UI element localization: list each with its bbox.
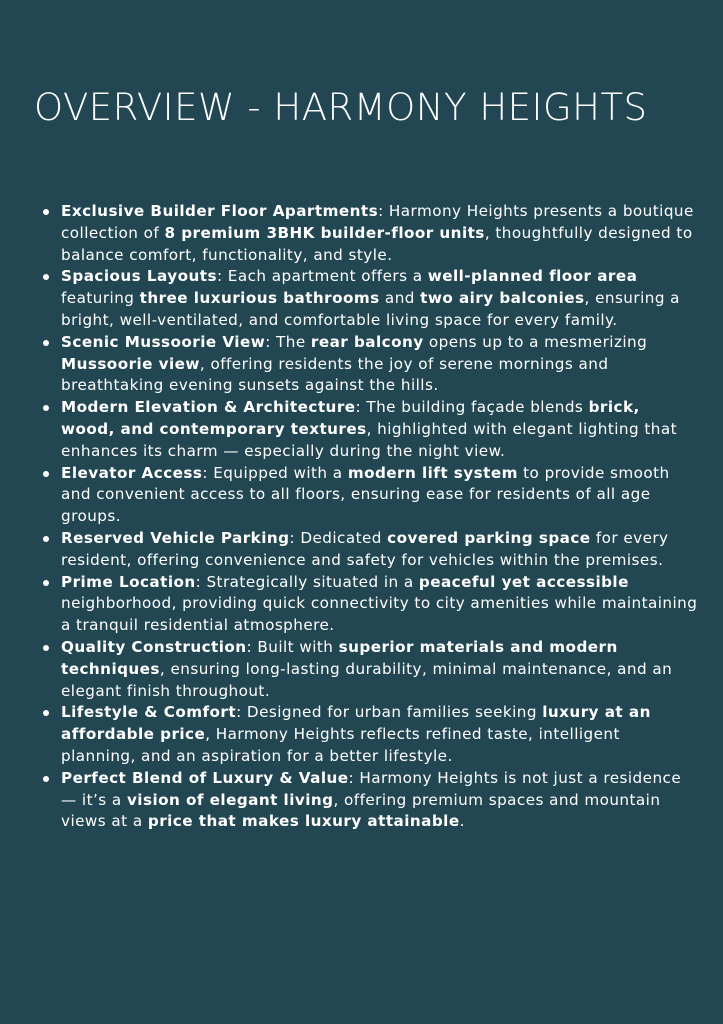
bullet-dot — [43, 274, 49, 280]
feature-text: : Strategically situated in a — [195, 572, 419, 591]
feature-highlight: Perfect Blend of Luxury & Value — [61, 768, 349, 787]
feature-item — [38, 572, 698, 637]
feature-text: : Harmony Heights presents a boutique collection of — [61, 202, 694, 242]
feature-text: featuring — [61, 289, 140, 308]
bullet-dot — [43, 536, 49, 542]
feature-highlight: Mussoorie view — [61, 354, 200, 373]
feature-highlight: Scenic Mussoorie View — [61, 332, 266, 351]
feature-highlight: covered parking space — [387, 528, 591, 547]
bullet-dot — [43, 776, 49, 782]
page-title: OVERVIEW - HARMONY HEIGHTS — [34, 86, 648, 129]
bullet-dot — [43, 580, 49, 586]
bullet-dot — [43, 209, 49, 215]
feature-highlight: well-planned floor area — [427, 267, 638, 286]
feature-text: and — [379, 289, 421, 308]
bullet-dot — [43, 405, 49, 411]
feature-highlight: Lifestyle & Comfort — [61, 703, 237, 722]
feature-text: : Equipped with a — [202, 463, 348, 482]
bullet-dot — [43, 340, 49, 346]
feature-item — [38, 397, 698, 462]
feature-item — [38, 528, 698, 572]
feature-highlight: superior materials and modern techniques — [61, 637, 618, 678]
feature-text: neighborhood, providing quick connectivity to city amenities while maintaining a tranquil residential atmosphere. — [61, 594, 698, 635]
feature-highlight: luxury at an affordable price — [61, 703, 651, 744]
feature-highlight: three luxurious bathrooms — [139, 289, 380, 308]
feature-text: to provide smooth and convenient access to all floors, ensuring ease for residents of all age groups. — [61, 463, 670, 526]
feature-item — [38, 332, 698, 397]
feature-item — [38, 637, 698, 702]
feature-item — [38, 201, 698, 266]
feature-item — [38, 768, 698, 833]
feature-text: , highlighted with elegant lighting that enhances its charm — especially during the night view. — [61, 419, 677, 460]
feature-highlight: Prime Location — [61, 572, 196, 591]
feature-text: opens up to a mesmerizing — [423, 332, 648, 351]
feature-highlight: Modern Elevation & Architecture — [61, 398, 356, 417]
bullet-dot — [43, 471, 49, 477]
feature-text: , offering premium spaces and mountain views at a — [61, 790, 661, 831]
feature-text: , ensuring long-lasting durability, minimal maintenance, and an elegant finish throughout. — [61, 659, 673, 700]
feature-highlight: 8 premium 3BHK builder-floor units — [164, 223, 485, 242]
feature-text: : Dedicated — [289, 528, 388, 547]
feature-text: : The building façade blends — [355, 398, 589, 417]
feature-text: : Designed for urban families seeking — [236, 703, 543, 722]
feature-text: : The — [265, 332, 311, 351]
feature-highlight: rear balcony — [310, 332, 424, 351]
feature-list — [38, 201, 698, 833]
feature-text: : Harmony Heights is not just a residence — it’s a — [61, 768, 682, 809]
feature-item — [38, 266, 698, 331]
feature-highlight: modern lift system — [347, 463, 518, 482]
feature-text: . — [459, 812, 465, 831]
feature-highlight: Reserved Vehicle Parking — [61, 528, 290, 547]
feature-text: , ensuring a bright, well-ventilated, and comfortable living space for every family. — [61, 289, 680, 329]
bullet-dot — [43, 645, 49, 651]
feature-text: , thoughtfully designed to balance comfort, functionality, and style. — [61, 223, 693, 264]
feature-text: : Each apartment offers a — [216, 267, 428, 286]
feature-text: , offering residents the joy of serene mornings and breathtaking evening sunsets against the hills. — [61, 354, 609, 395]
feature-text: for every resident, offering convenience and safety for vehicles within the premises. — [61, 528, 669, 569]
feature-highlight: vision of elegant living — [126, 790, 334, 809]
feature-highlight: Spacious Layouts — [61, 267, 217, 286]
feature-highlight: Elevator Access — [61, 463, 203, 482]
feature-highlight: price that makes luxury attainable — [147, 812, 460, 831]
feature-highlight: Quality Construction — [61, 637, 247, 656]
feature-text: , Harmony Heights reflects refined taste, intelligent planning, and an aspiration for a better lifestyle. — [61, 725, 620, 765]
feature-highlight: Exclusive Builder Floor Apartments — [61, 202, 379, 220]
feature-highlight: peaceful yet accessible — [418, 572, 629, 591]
feature-text: : Built with — [246, 637, 339, 656]
feature-item — [38, 463, 698, 528]
bullet-dot — [43, 710, 49, 716]
feature-item — [38, 702, 698, 767]
feature-highlight: brick, wood, and contemporary textures — [61, 398, 640, 438]
feature-highlight: two airy balconies — [420, 289, 585, 308]
